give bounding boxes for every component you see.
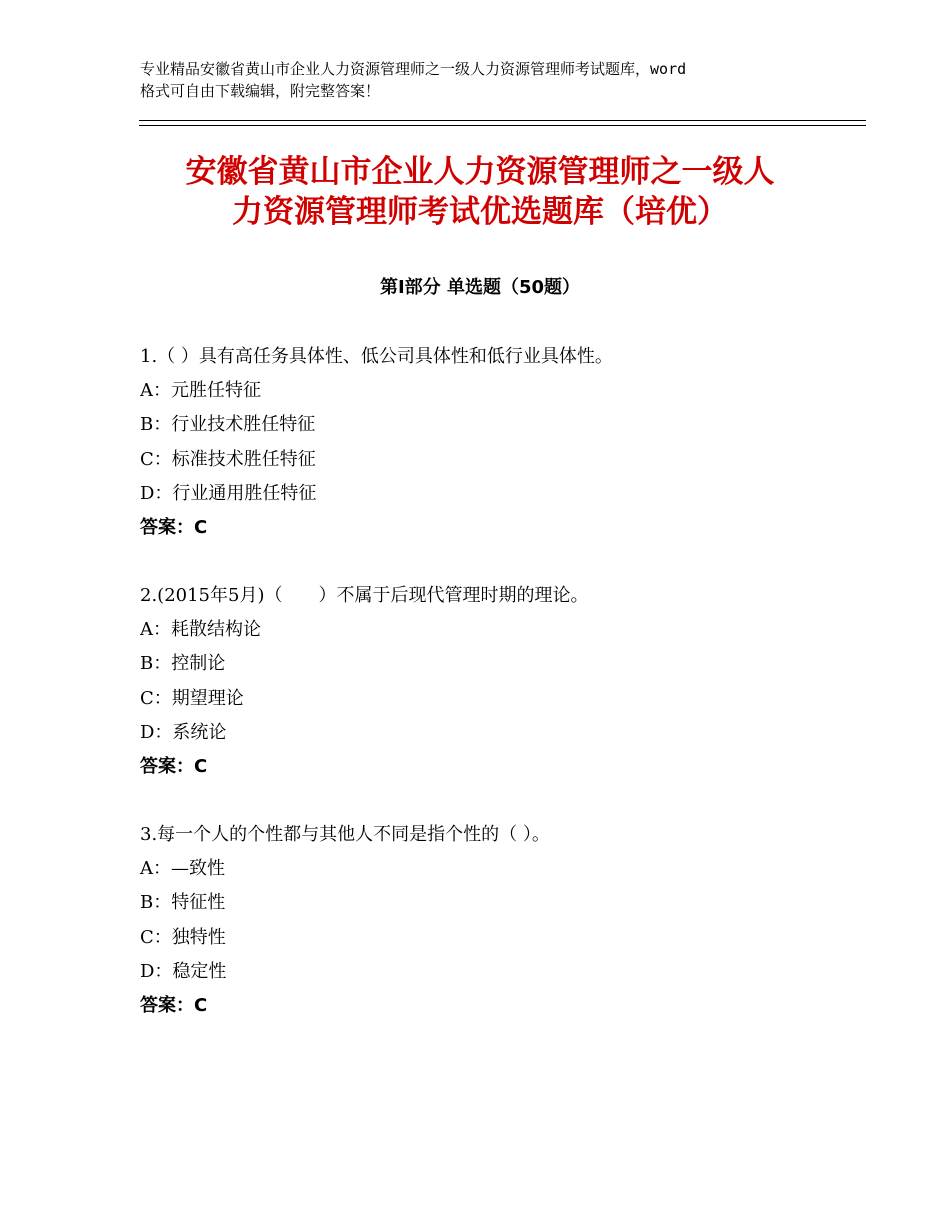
option-a: A：耗散结构论 (140, 619, 261, 641)
header-divider-top (139, 120, 866, 121)
section-heading: 第Ⅰ部分 单选题（50题） (379, 277, 580, 298)
question-stem: 3.每一个人的个性都与其他人不同是指个性的（ ）。 (140, 824, 550, 845)
option-b: B：控制论 (140, 653, 226, 675)
option-d: D：稳定性 (140, 960, 227, 982)
header-note-line-1: 专业精品安徽省黄山市企业人力资源管理师之一级人力资源管理师考试题库，word (140, 60, 687, 78)
option-a: A：—致性 (140, 858, 225, 880)
answer: 答案：C (140, 755, 208, 777)
header-note (140, 58, 840, 102)
option-d: D：行业通用胜任特征 (140, 482, 317, 504)
option-c: C：独特性 (140, 926, 226, 948)
answer: 答案：C (140, 994, 208, 1016)
option-b: B：特征性 (140, 892, 226, 914)
question-1 (140, 340, 860, 545)
option-c: C：标准技术胜任特征 (140, 448, 316, 470)
option-a: A：元胜任特征 (140, 380, 261, 402)
question-stem: 2.(2015年5月)（ ）不属于后现代管理时期的理论。 (140, 585, 589, 606)
document-title-line-2: 力资源管理师考试优选题库（培优） (232, 194, 728, 230)
header-note-line-2: 格式可自由下载编辑，附完整答案！ (140, 82, 381, 100)
header-divider-bottom (139, 125, 866, 126)
answer: 答案：C (140, 516, 208, 538)
option-d: D：系统论 (140, 721, 227, 743)
document-title (140, 152, 820, 232)
option-b: B：行业技术胜任特征 (140, 414, 316, 436)
question-3 (140, 818, 860, 1023)
question-stem: 1.（ ）具有高任务具体性、低公司具体性和低行业具体性。 (140, 346, 613, 367)
question-2 (140, 579, 860, 784)
document-title-line-1: 安徽省黄山市企业人力资源管理师之一级人 (185, 154, 775, 190)
option-c: C：期望理论 (140, 687, 244, 709)
